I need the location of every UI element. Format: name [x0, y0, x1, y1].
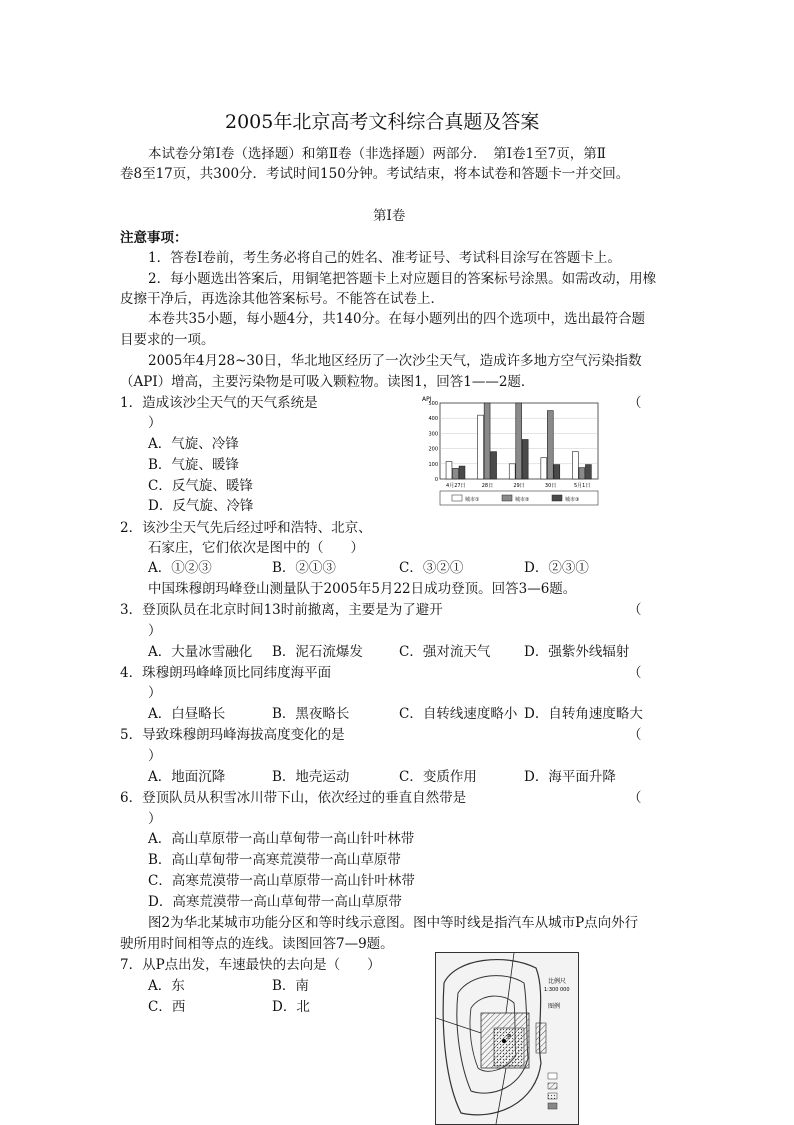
chart-bar: [554, 465, 560, 479]
q6-option-c: C．高寒荒漠带一高山草原带一高山针叶林带: [148, 873, 415, 889]
q4-option-b: B．黑夜略长: [272, 706, 350, 722]
q4-option-a: A．白昼略长: [148, 706, 226, 722]
q1-stem: 1．造成该沙尘天气的天气系统是: [120, 395, 318, 411]
chart-xtick-label: 29日: [513, 483, 525, 489]
q3-option-a: A．大量冰雪融化: [148, 644, 253, 660]
q1-option-a: A．气旋、冷锋: [148, 436, 239, 452]
legend-swatch-3: [548, 1093, 557, 1099]
chart-xtick-label: 30日: [544, 483, 557, 489]
chart-bar: [491, 452, 497, 479]
passage3-line-1: 图2为华北某城市功能分区和等时线示意图。图中等时线是指汽车从城市P点向外行: [148, 915, 639, 931]
q7-option-a: A．东: [148, 978, 185, 994]
chart-bar: [585, 465, 591, 479]
q4-option-c: C．自转线速度略小: [399, 706, 518, 722]
passage2: 中国珠穆朗玛峰登山测量队于2005年5月22日成功登顶。回答3—6题。: [148, 581, 577, 597]
point-p-label: P: [507, 1033, 512, 1041]
passage1-line-2: （API）增高，主要污染物是可吸入颗粒物。读图1，回答1——2题．: [120, 374, 535, 390]
map-scale-value: 1:300 000: [544, 987, 570, 993]
q7-stem: 7．从P点出发，车速最快的去向是（ ）: [120, 957, 381, 973]
page-title: 2005年北京高考文科综合真题及答案: [225, 111, 540, 133]
map-legend-title: 图例: [548, 1003, 561, 1010]
chart-xtick-label: 4月27日: [446, 483, 466, 489]
point-p-marker: [502, 1039, 506, 1043]
map-scale-title: 比例尺: [548, 978, 567, 985]
q2-option-c: C．③②①: [399, 560, 464, 576]
q3-option-d: D．强紫外线辐射: [524, 644, 630, 660]
chart-bar: [459, 466, 465, 479]
chart-ylabel: API: [422, 396, 432, 403]
q4-paren-open: （: [628, 665, 642, 681]
q2-option-a: A．①②③: [148, 560, 212, 576]
q5-paren-open: （: [628, 727, 642, 743]
chart-ytick-label: 400: [428, 416, 438, 423]
chart-bar: [484, 403, 490, 479]
chart-legend-label: 城市②: [515, 497, 530, 503]
chart-legend-label: 城市③: [565, 497, 580, 503]
q6-option-a: A．高山草原带一高山草甸带一高山针叶林带: [148, 831, 415, 847]
q1-option-c: C．反气旋、暖锋: [148, 478, 253, 494]
chart-ytick-label: 100: [428, 461, 438, 468]
q6-option-b: B．高山草甸带一高寒荒漠带一高山草原带: [148, 852, 401, 868]
q6-stem: 6．登顶队员从积雪冰川带下山，依次经过的垂直自然带是: [120, 790, 467, 806]
intro-line-2: 卷8至17页，共300分．考试时间150分钟。考试结束，将本试卷和答题卡一并交回。: [120, 166, 630, 182]
chart-bar: [522, 439, 528, 479]
q2-option-b: B．②①③: [272, 560, 336, 576]
chart-ytick-label: 0: [434, 477, 438, 483]
q2-stem-2: 石家庄，它们依次是图中的（ ）: [148, 540, 364, 556]
q5-option-d: D．海平面升降: [524, 769, 616, 785]
legend-swatch-2: [548, 1083, 557, 1089]
q3-paren-close: ）: [148, 623, 162, 639]
chart-bar: [509, 464, 515, 479]
q3-option-b: B．泥石流爆发: [272, 644, 363, 660]
q5-option-a: A．地面沉降: [148, 769, 226, 785]
chart-bar: [516, 403, 522, 479]
q4-option-d: D．自转角速度略大: [524, 706, 643, 722]
q1-paren-close: ）: [148, 415, 162, 431]
q6-option-d: D．高寒荒漠带一高山草甸带一高山草原带: [148, 894, 402, 910]
passage1-line-1: 2005年4月28~30日，华北地区经历了一次沙尘天气，造成许多地方空气污染指数: [148, 353, 642, 369]
passage3-line-2: 驶所用时间相等点的连线。读图回答7—9题。: [120, 936, 394, 952]
q3-option-c: C．强对流天气: [399, 644, 491, 660]
chart-bar: [478, 415, 484, 479]
chart-legend-swatch: [452, 495, 462, 501]
notice-heading: 注意事项：: [120, 230, 188, 246]
q5-option-b: B．地壳运动: [272, 769, 350, 785]
legend-swatch-1: [548, 1073, 557, 1079]
q7-option-d: D．北: [272, 999, 310, 1015]
q1-paren-open: （: [628, 395, 642, 411]
chart-legend-swatch: [552, 495, 562, 501]
q7-option-c: C．西: [148, 999, 186, 1015]
q1-option-b: B．气旋、暖锋: [148, 457, 239, 473]
chart-legend-label: 城市①: [465, 497, 480, 503]
chart-legend: [440, 491, 598, 505]
q2-stem-1: 2．该沙尘天气先后经过呼和浩特、北京、: [120, 520, 372, 536]
chart-bar: [547, 411, 553, 479]
api-chart-svg: [420, 393, 602, 513]
chart-bar: [541, 458, 547, 479]
q3-paren-open: （: [628, 602, 642, 618]
chart-xtick-label: 5月1日: [574, 483, 591, 489]
chart-ytick-label: 500: [428, 401, 438, 407]
city-isochrone-map: [435, 952, 579, 1125]
legend-swatch-4: [548, 1103, 557, 1109]
notice-3b: 目要求的一项。: [120, 332, 215, 348]
q5-stem: 5．导致珠穆朗玛峰海拔高度变化的是: [120, 727, 345, 743]
api-bar-chart: [420, 393, 602, 513]
notice-3a: 本卷共35小题，每小题4分，共140分。在每小题列出的四个选项中，选出最符合题: [148, 311, 646, 327]
q1-option-d: D．反气旋、冷锋: [148, 498, 254, 514]
q4-stem: 4．珠穆朗玛峰峰顶比同纬度海平面: [120, 665, 332, 681]
chart-bars: [446, 403, 591, 479]
notice-1: 1．答卷Ⅰ卷前，考生务必将自己的姓名、准考证号、考试科目涂写在答题卡上。: [148, 250, 621, 266]
q3-stem: 3．登顶队员在北京时间13时前撤离，主要是为了避开: [120, 602, 443, 618]
q5-option-c: C．变质作用: [399, 769, 477, 785]
notice-2b: 皮擦干净后，再选涂其他答案标号。不能答在试卷上．: [120, 291, 444, 307]
q6-paren-close: ）: [148, 811, 162, 827]
chart-bar: [579, 468, 585, 479]
q2-option-d: D．②③①: [524, 560, 589, 576]
chart-xtick-label: 28日: [481, 483, 494, 489]
q4-paren-close: ）: [148, 685, 162, 701]
east-zone: [536, 1023, 546, 1053]
chart-bar: [453, 468, 459, 479]
section-title: 第Ⅰ卷: [373, 208, 406, 224]
chart-ytick-label: 300: [428, 431, 438, 438]
map-svg: [436, 953, 578, 1124]
notice-2a: 2．每小题选出答案后，用铜笔把答题卡上对应题目的答案标号涂黑。如需改动，用橡: [148, 271, 657, 287]
chart-ytick-label: 200: [428, 446, 438, 453]
chart-bar: [572, 452, 578, 479]
chart-bar: [446, 462, 452, 479]
q5-paren-close: ）: [148, 748, 162, 764]
q6-paren-open: （: [628, 790, 642, 806]
intro-line-1: 本试卷分第Ⅰ卷（选择题）和第Ⅱ卷（非选择题）两部分． 第Ⅰ卷1至7页，第Ⅱ: [148, 146, 606, 162]
chart-legend-swatch: [502, 495, 512, 501]
q7-option-b: B．南: [272, 978, 309, 994]
